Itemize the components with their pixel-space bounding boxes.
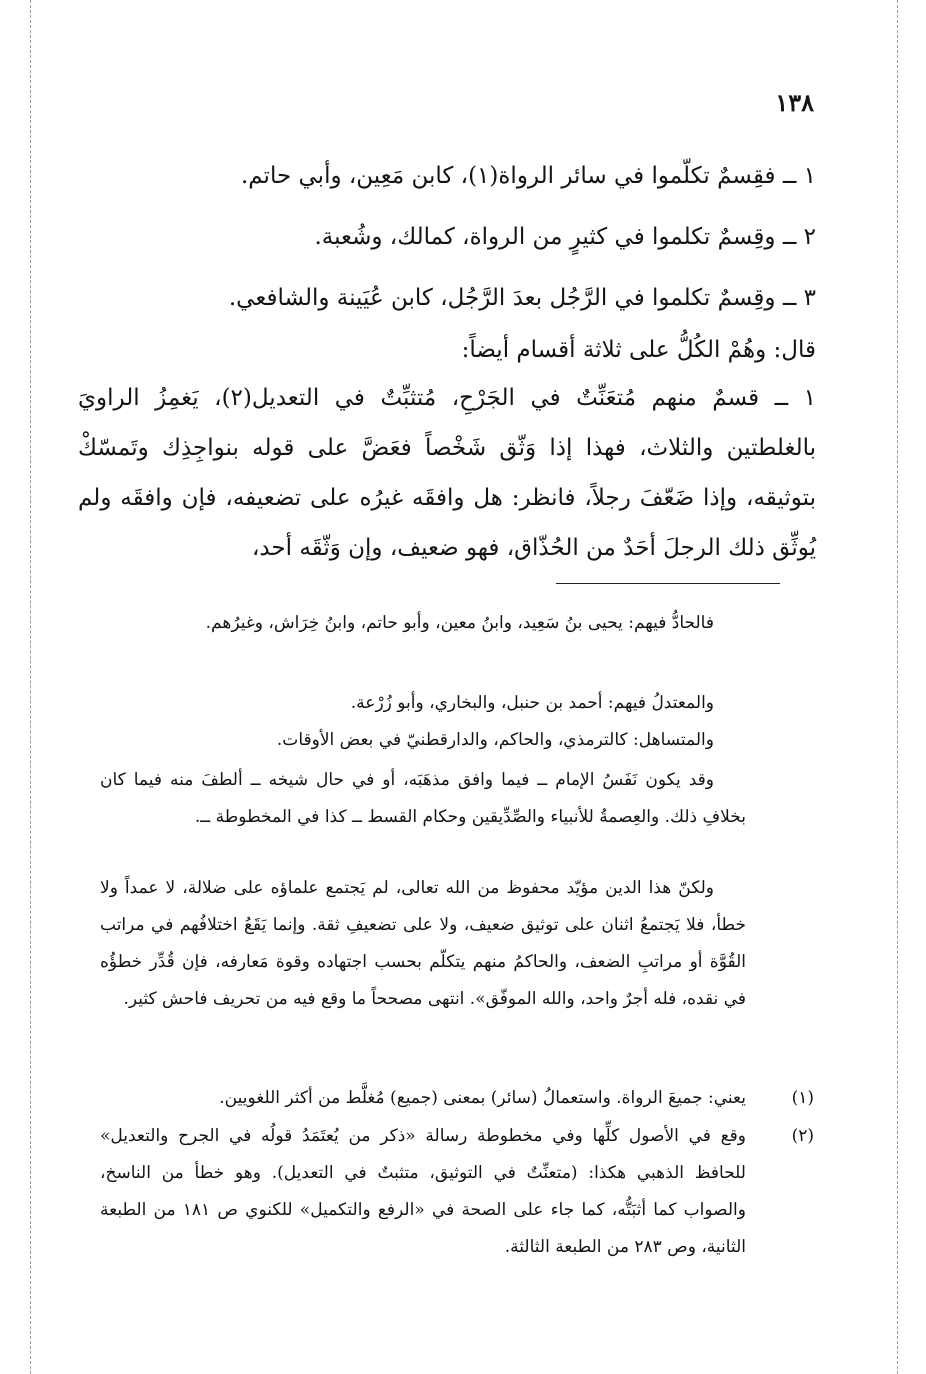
scan-edge-right [897,0,898,1374]
main-text-paragraph: ١ ــ قسمٌ منهم مُتعَنِّتٌ في الجَرْحِ، مُتثبِّتٌ في التعديل(٢)، يَغمِزُ الراويَ بالغلطتين والثلاث، فهذا إذا وَثّق شَخْصاً فعَضَّ على قوله بنواجِذِك وتَمسّكْ بتوثيقه، وإذا ضَعّفَ رجلاً، فانظر: هل وافقَه غيرُه على تضعيفه، فإن وافقَه ولم يُوثِّق ذلك الرجلَ أحَدٌ من الحُذّاق، فهو ضعيف، وإن وَثّقَه أحد، [78,385,816,561]
footnote-number: (١) [791,1088,814,1108]
main-text-line-3: ٣ ــ وقِسمٌ تكلموا في الرَّجُل بعدَ الرَّجُل، كابن عُيَينة والشافعي. [228,285,816,311]
commentary-paragraph-4: ولكنّ هذا الدين مؤيّد محفوظ من الله تعالى، لم يَجتمع علماؤه على ضلالة، لا عمداً ولا خطأ، فلا يَجتمعُ اثنان على توثيق ضعيف، ولا على تضعيفِ ثقة. وإنما يَقَعُ اختلافُهم في مراتب القُوَّة أو مراتبِ الضعف، والحاكمُ منهم يتكلّم بحسب اجتهاده وقوة مَعارفه، فإن قُدِّر خطؤُه في نقده، فله أجرٌ واحد، والله الموفّق». انتهى مصححاً ما وقع فيه من تحريف فاحش كثير. [100,878,746,1009]
footnote-text: يعني: جميعَ الرواة. واستعمالُ (سائر) بمعنى (جميع) مُغلَّط من أكثر اللغويين. [219,1088,746,1108]
main-text-line-1: ١ ــ فقِسمٌ تكلّموا في سائر الرواة(١)، كابن مَعِين، وأبي حاتم. [240,163,816,189]
footnote-text: وقع في الأصول كلِّها وفي مخطوطة رسالة «ذكر من يُعتَمَدُ قولُه في الجرح والتعديل» للحافظ الذهبي هكذا: (متعنِّتٌ في التوثيق، متثبتٌ في التعديل). وهو خطأ من الناسخ، والصواب كما أثبَتُّه، كما جاء على الصحة في «الرفع والتكميل» للكنوي ص ١٨١ من الطبعة الثانية، وص ٢٨٣ من الطبعة الثالثة. [100,1126,746,1257]
footnote-number: (٢) [791,1126,814,1146]
scan-edge-left [30,0,31,1374]
commentary-paragraph-3: وقد يكون نَفَسُ الإمام ــ فيما وافق مذهَبَه، أو في حال شيخه ــ ألطفَ منه فيما كان بخلافِ ذلك. والعِصمةُ للأنبياء والصِّدِّيقين وحكام القسط ــ كذا في المخطوطة ــ. [100,770,746,827]
page-number: ١٣٨ [775,88,814,117]
footnote-1 [100,1080,814,1117]
commentary-paragraph-2: والمعتدلُ فيهم: أحمد بن حنبل، والبخاري، وأبو زُرْعة. والمتساهل: كالترمذي، والحاكم، والدارقطنيّ في بعض الأوقات. [276,693,714,750]
main-text-line-4: قال: وهُمْ الكُلُّ على ثلاثة أقسام أيضاً: [461,337,816,363]
main-text-line-2: ٢ ــ وقِسمٌ تكلموا في كثيرٍ من الرواة، كمالك، وشُعبة. [314,224,816,250]
commentary-paragraph-1: فالحادُّ فيهم: يحيى بنُ سَعِيد، وابنُ معين، وأبو حاتم، وابنُ خِرَاش، وغيرُهم. [205,613,714,633]
footnote-2 [100,1118,814,1266]
footnote-separator [556,583,780,584]
